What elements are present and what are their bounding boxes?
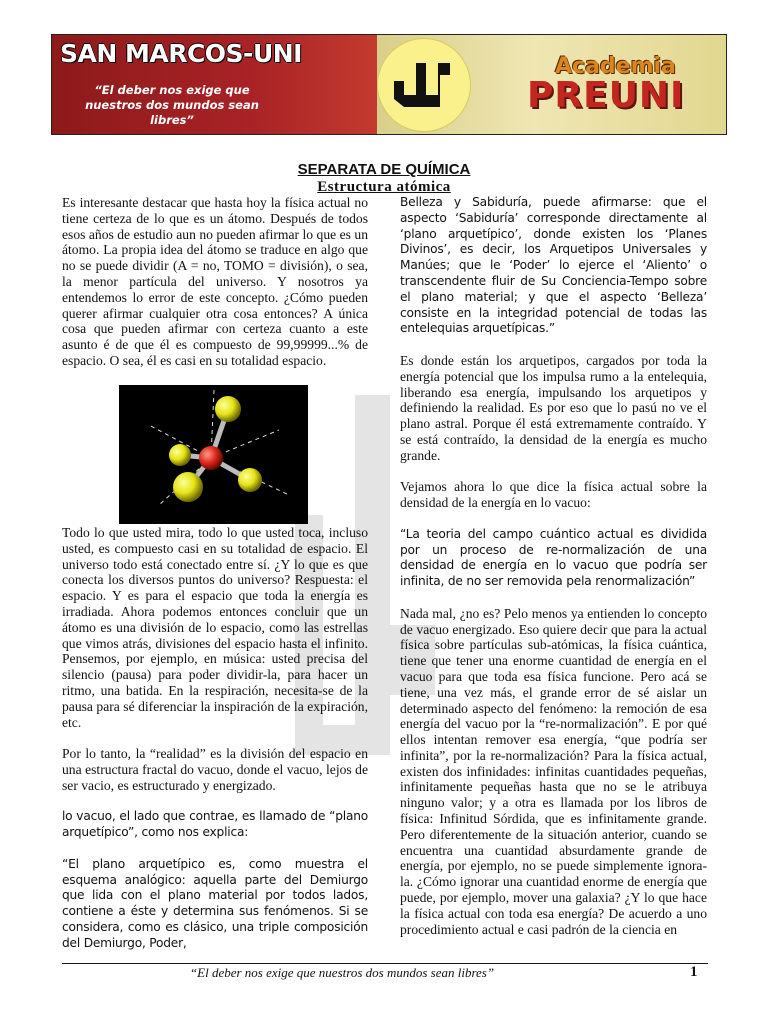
quote-paragraph: “La teoria del campo cuántico actual es dividida por un proceso de re-normalización de una densidad de energía en lo vacuo que podría ser infinita, de no ser removida pela renormalización”	[400, 526, 707, 589]
paragraph: lo vacuo, el lado que contrae, es llamado de “plano arquetípico”, como nos explica:	[62, 809, 368, 840]
paragraph: Vejamos ahora lo que dice la física actual sobre la densidad de la energía en lo vacuo:	[400, 479, 707, 511]
paragraph: Es donde están los arquetipos, cargados por toda la energía potencial que los impulsa rumo a la entelequia, liberando esa energía, impulsando los arquetipos y definiendo la realidad. Es por eso que lo pasú no ve el plano astral. Porque él está extremamente contraído. Y se está contraído, la densidad de la energía es mucho grande.	[400, 352, 707, 463]
paragraph: Todo lo que usted mira, todo lo que usted toca, incluso usted, es compuesto casi en su totalidad de espacio. El universo todo está conectado entre sí. ¿Y lo que es que conecta los diversos puntos do universo? Respuesta: el espacio. Y es para el espacio que toda la energía es irradiada. Ahora podemos entonces concluir que un átomo es una división de lo espacio, como las estrellas que vimos atrás, divisiones del espacio hasta el infinito. Pensemos, por ejemplo, en música: usted precisa del silencio (pausa) para poder dividir-la, para hacer un ritmo, una batida. En la respiración, necesita-se de la pausa para sé diferenciar la inspiración de la expiración, etc.	[62, 525, 368, 730]
header-banner	[51, 34, 727, 135]
footer-divider	[62, 963, 708, 964]
left-column-top	[62, 195, 368, 385]
molecule-image	[119, 385, 308, 524]
paragraph: Por lo tanto, la “realidad” es la división del espacio en una estructura fractal do vacuo, donde el vacuo, lejos de ser vacio, es estructurado y energizado.	[62, 746, 368, 793]
wk-logo-icon	[392, 55, 456, 115]
banner-motto-line1: “El deber nos exige que	[94, 83, 250, 97]
preuni-label: PREUNI	[527, 75, 685, 116]
footer-motto: “El deber nos exige que nuestros dos mundos sean libres”	[189, 965, 495, 980]
academy-logo	[377, 38, 471, 132]
page-number: 1	[690, 964, 698, 980]
document-subtitle: Estructura atómica	[317, 179, 451, 195]
left-column-bottom	[62, 525, 368, 967]
tetrahedral-molecule-icon	[119, 385, 308, 524]
brand-name: SAN MARCOS-UNI	[60, 39, 302, 68]
academia-label: Academia	[555, 54, 676, 79]
banner-motto	[62, 83, 282, 128]
quote-paragraph: “El plano arquetípico es, como muestra el esquema analógico: aquella parte del Demiurgo que lida con el plano material por todos lados, contiene a éste y determina sus fenómenos. Si se considera, como es clásico, una triple composición del Demiurgo, Poder,	[62, 856, 368, 950]
banner-motto-line2: nuestros dos mundos sean libres”	[85, 98, 259, 127]
right-column	[400, 195, 707, 953]
document-title: SEPARATA DE QUÍMICA	[297, 161, 471, 178]
paragraph: Nada mal, ¿no es? Pelo menos ya entienden lo concepto de vacuo energizado. Eso quiere decir que para la actual física sobre partículas sub-atómicas, la física cuántica, tiene que tener una enorme cuantidad de energía en el vacuo para que toda esa física funcione. Pero acá se tiene, una vez más, el grande error de sé aislar un determinado aspecto del fenómeno: la remoción de esa energía del vacuo por la “re-normalización”. E por qué ellos intentan remover esa energía, “que podría ser infinita”, por la re-normalización? Para la física actual, existen dos infinidades: infinitas cuantidades pequeñas, infinitamente pequeñas hasta que no se le atribuya ninguno valor; y a otra es llamada por los libros de física: Infinitud Sórdida, que es infinitamente grande. Pero diferentemente de la situación anterior, cuando se encuentra una cuantidad absurdamente grande de energía, por ejemplo, no se puede simplemente ignora-la. ¿Cómo ignorar una cuantidad enorme de energía que puede, por ejemplo, mover una galaxia? ¿Y lo que hace la física actual con toda esa energía? De acuerdo a uno procedimiento actual e casi padrón de la ciencia en	[400, 605, 707, 937]
paragraph: Es interesante destacar que hasta hoy la física actual no tiene certeza de lo que es un átomo. Después de todos esos años de estudio aun no pueden afirmar lo que es un átomo. La propia idea del átomo se traduce en algo que no se puede dividir (A = no, TOMO = división), o sea, la menor partícula del universo. Y nosotros ya entendemos lo error de este concepto. ¿Cómo pueden querer afirmar cualquier otra cosa entonces? A única cosa que pueden afirmar con certeza cuanto a este asunto é de que él es compuesto de 99,99999...% de espacio. O sea, él es casi en su totalidad espacio.	[62, 195, 368, 368]
quote-paragraph: Belleza y Sabiduría, puede afirmarse: que el aspecto ‘Sabiduría’ corresponde directamente al ‘plano arquetípico’, donde existen los ‘Planes Divinos’, es decir, los Arquetipos Universales y Manúes; que le ‘Poder’ lo ejerce el ‘Aliento’ o transcendente fluir de Su Conciencia-Tempo sobre el plano material; y que el aspecto ‘Belleza’ consiste en la integridad potencial de todas las entelequias arquetípicas.”	[400, 195, 707, 336]
banner-brand-panel	[52, 35, 377, 134]
